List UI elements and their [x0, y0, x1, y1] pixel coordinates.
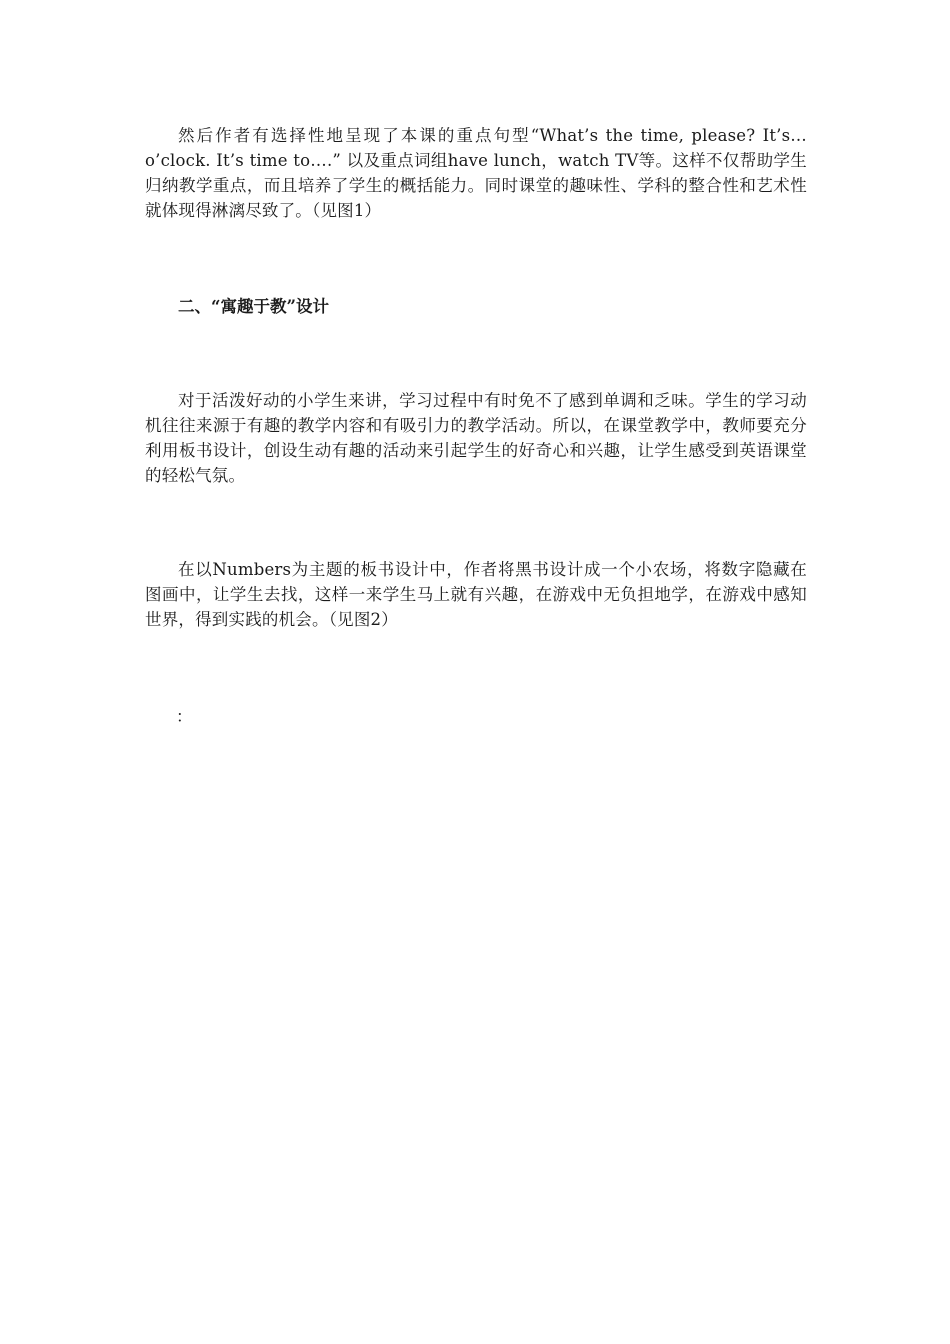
- body-paragraph: 然后作者有选择性地呈现了本课的重点句型“What’s the time, please? It’s… o’clock. It’s time to….” 以及重点词组have lunch，watch TV等。这样不仅帮助学生归纳教学重点，而且培养了学生的概括能力。同时课堂的趣味性、学科的整合性和艺术性就体现得淋漓尽致了。（见图1）: [145, 126, 807, 220]
- body-paragraph: 在以Numbers为主题的板书设计中，作者将黑书设计成一个小农场，将数字隐藏在图画中，让学生去找，这样一来学生马上就有兴趣，在游戏中无负担地学，在游戏中感知世界，得到实践的机会。（见图2）: [145, 560, 807, 629]
- body-paragraph: 对于活泼好动的小学生来讲，学习过程中有时免不了感到单调和乏味。学生的学习动机往往来源于有趣的教学内容和有吸引力的教学活动。所以，在课堂教学中，教师要充分利用板书设计，创设生动有趣的活动来引起学生的好奇心和兴趣，让学生感受到英语课堂的轻松气氛。: [145, 391, 807, 485]
- trailing-colon: ：: [176, 707, 193, 726]
- section-heading: 二、“寓趣于教”设计: [178, 297, 329, 316]
